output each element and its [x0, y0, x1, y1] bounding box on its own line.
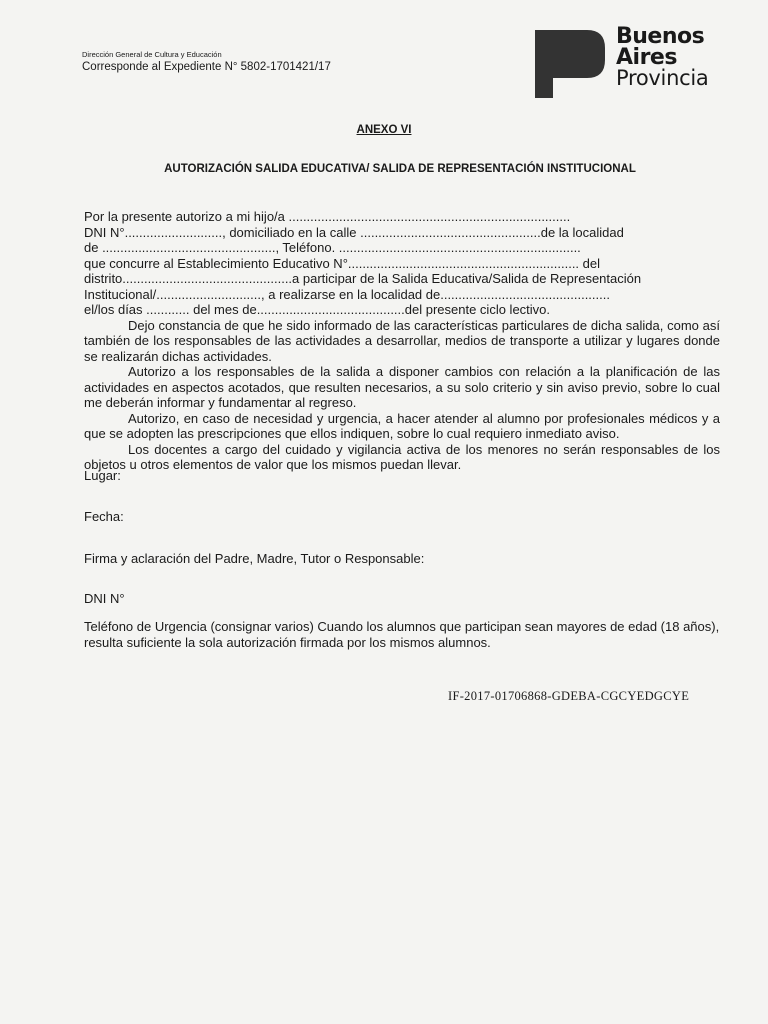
authorization-body	[84, 209, 720, 473]
urgencia-note: Teléfono de Urgencia (consignar varios) Cuando los alumnos que participan sean mayores de edad (18 años), resulta suficiente la sola autorización firmada por los mismos alumnos.	[84, 619, 720, 650]
firma-label: Firma y aclaración del Padre, Madre, Tutor o Responsable:	[84, 551, 425, 566]
logo-line-2: Aires	[616, 45, 677, 70]
form-line: de ................................................, Teléfono. ...................................................................	[84, 240, 581, 255]
document-title: AUTORIZACIÓN SALIDA EDUCATIVA/ SALIDA DE REPRESENTACIÓN INSTITUCIONAL	[164, 163, 636, 175]
form-line: Por la presente autorizo a mi hijo/a ..............................................................................	[84, 209, 571, 224]
anexo-heading: ANEXO VI	[356, 124, 412, 136]
paragraph-responsabilidad: Los docentes a cargo del cuidado y vigilancia activa de los menores no serán responsables de los objetos u otros elementos de valor que los mismos puedan llevar.	[84, 441, 720, 472]
lugar-label: Lugar:	[84, 468, 121, 483]
form-line: Institucional/............................., a realizarse en la localidad de...............................................	[84, 286, 610, 302]
buenos-aires-provincia-logo	[529, 22, 729, 100]
dni-label: DNI N°	[84, 591, 125, 606]
form-line: DNI N°..........................., domiciliado en la calle ..................................................de la localidad	[84, 224, 624, 240]
paragraph-constancia: Dejo constancia de que he sido informado de las características particulares de dicha salida, como así también de los responsables de las actividades a desarrollar, medios de transporte a utilizar y lugares donde se realizarán dichas actividades.	[84, 317, 720, 364]
logo-line-1: Buenos	[616, 24, 705, 49]
agency-name: Dirección General de Cultura y Educación	[82, 50, 222, 59]
paragraph-cambios: Autorizo a los responsables de la salida a disponer cambios con relación a la planificación de las actividades en aspectos acotados, que resulten necesarios, a su solo criterio y sin aviso previo, sobre lo cual me deberán informar y fundamentar al regreso.	[84, 364, 720, 410]
expediente-number: Corresponde al Expediente N° 5802-1701421/17	[82, 61, 331, 73]
form-line: que concurre al Establecimiento Educativo N°................................................................ del	[84, 255, 601, 271]
document-reference: IF-2017-01706868-GDEBA-CGCYEDGCYE	[448, 689, 690, 703]
paragraph-urgencia: Autorizo, en caso de necesidad y urgencia, a hacer atender al alumno por profesionales médicos y a que se adopten las prescripciones que ellos indiquen, sobre lo cual requiero inmediato aviso.	[84, 410, 720, 441]
logo-line-3: Provincia	[616, 66, 709, 90]
province-mark-icon	[529, 26, 607, 100]
fecha-label: Fecha:	[84, 509, 124, 524]
form-line: el/los días ............ del mes de.........................................del presente ciclo lectivo.	[84, 302, 551, 317]
form-line: distrito...............................................a participar de la Salida Educativa/Salida de Representación	[84, 271, 642, 286]
